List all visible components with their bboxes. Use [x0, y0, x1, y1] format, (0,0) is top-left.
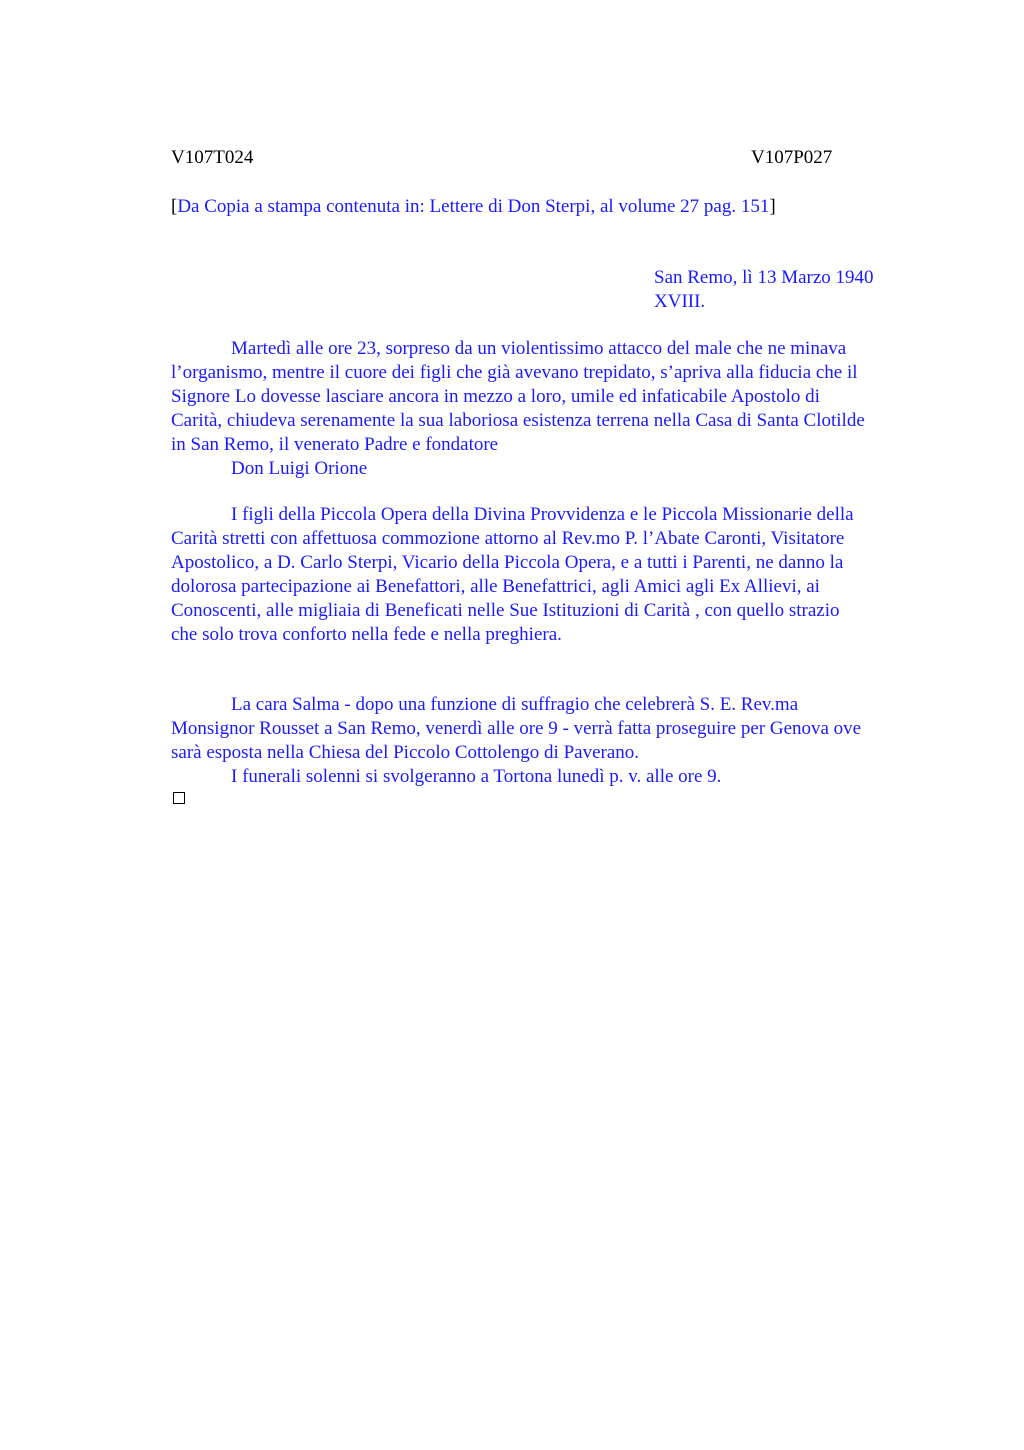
paragraph-notification	[171, 503, 931, 647]
paragraph-line: sarà esposta nella Chiesa del Piccolo Cottolengo di Paverano.	[171, 742, 640, 763]
dateline	[654, 266, 874, 314]
paragraph-line: Carità, chiudeva serenamente la sua laboriosa esistenza terrena nella Casa di Santa Clotilde	[171, 410, 865, 431]
dateline-era: XVIII.	[654, 291, 706, 312]
paragraph-line: in San Remo, il venerato Padre e fondatore	[171, 434, 499, 455]
paragraph-line: Monsignor Rousset a San Remo, venerdì alle ore 9 - verrà fatta proseguire per Genova ove	[171, 718, 862, 739]
dateline-place-date: San Remo, lì 13 Marzo 1940	[654, 267, 874, 288]
paragraph-line: Signore Lo dovesse lasciare ancora in mezzo a loro, umile ed infaticabile Apostolo di	[171, 386, 820, 407]
source-note-open-bracket: [	[171, 196, 178, 217]
paragraph-line: La cara Salma - dopo una funzione di suffragio che celebrerà S. E. Rev.ma	[231, 694, 799, 715]
paragraph-line: Martedì alle ore 23, sorpreso da un violentissimo attacco del male che ne minava	[231, 338, 847, 359]
document-code-left: V107T024	[171, 147, 254, 168]
paragraph-announcement	[171, 337, 931, 481]
end-of-document-box-icon	[173, 792, 185, 804]
paragraph-line: dolorosa partecipazione ai Benefattori, alle Benefattrici, agli Amici agli Ex Allievi, ai	[171, 576, 820, 597]
source-note-text: Da Copia a stampa contenuta in: Lettere di Don Sterpi, al volume 27 pag. 151	[177, 196, 770, 217]
paragraph-line: I funerali solenni si svolgeranno a Tortona lunedì p. v. alle ore 9.	[231, 766, 722, 787]
paragraph-line: Carità stretti con affettuosa commozione attorno al Rev.mo P. l’Abate Caronti, Visitatore	[171, 528, 845, 549]
paragraph-line: l’organismo, mentre il cuore dei figli che già avevano trepidato, s’apriva alla fiducia che il	[171, 362, 858, 383]
source-note-close-bracket: ]	[769, 196, 776, 217]
paragraph-line: Apostolico, a D. Carlo Sterpi, Vicario della Piccola Opera, e a tutti i Parenti, ne danno la	[171, 552, 844, 573]
paragraph-line: che solo trova conforto nella fede e nella preghiera.	[171, 624, 562, 645]
document-code-right: V107P027	[751, 147, 833, 168]
founder-name: Don Luigi Orione	[231, 458, 368, 479]
paragraph-line: I figli della Piccola Opera della Divina Provvidenza e le Piccola Missionarie della	[231, 504, 854, 525]
paragraph-line: Conoscenti, alle migliaia di Beneficati nelle Sue Istituzioni di Carità , con quello strazio	[171, 600, 840, 621]
paragraph-funeral	[171, 693, 931, 789]
source-note	[171, 195, 776, 219]
